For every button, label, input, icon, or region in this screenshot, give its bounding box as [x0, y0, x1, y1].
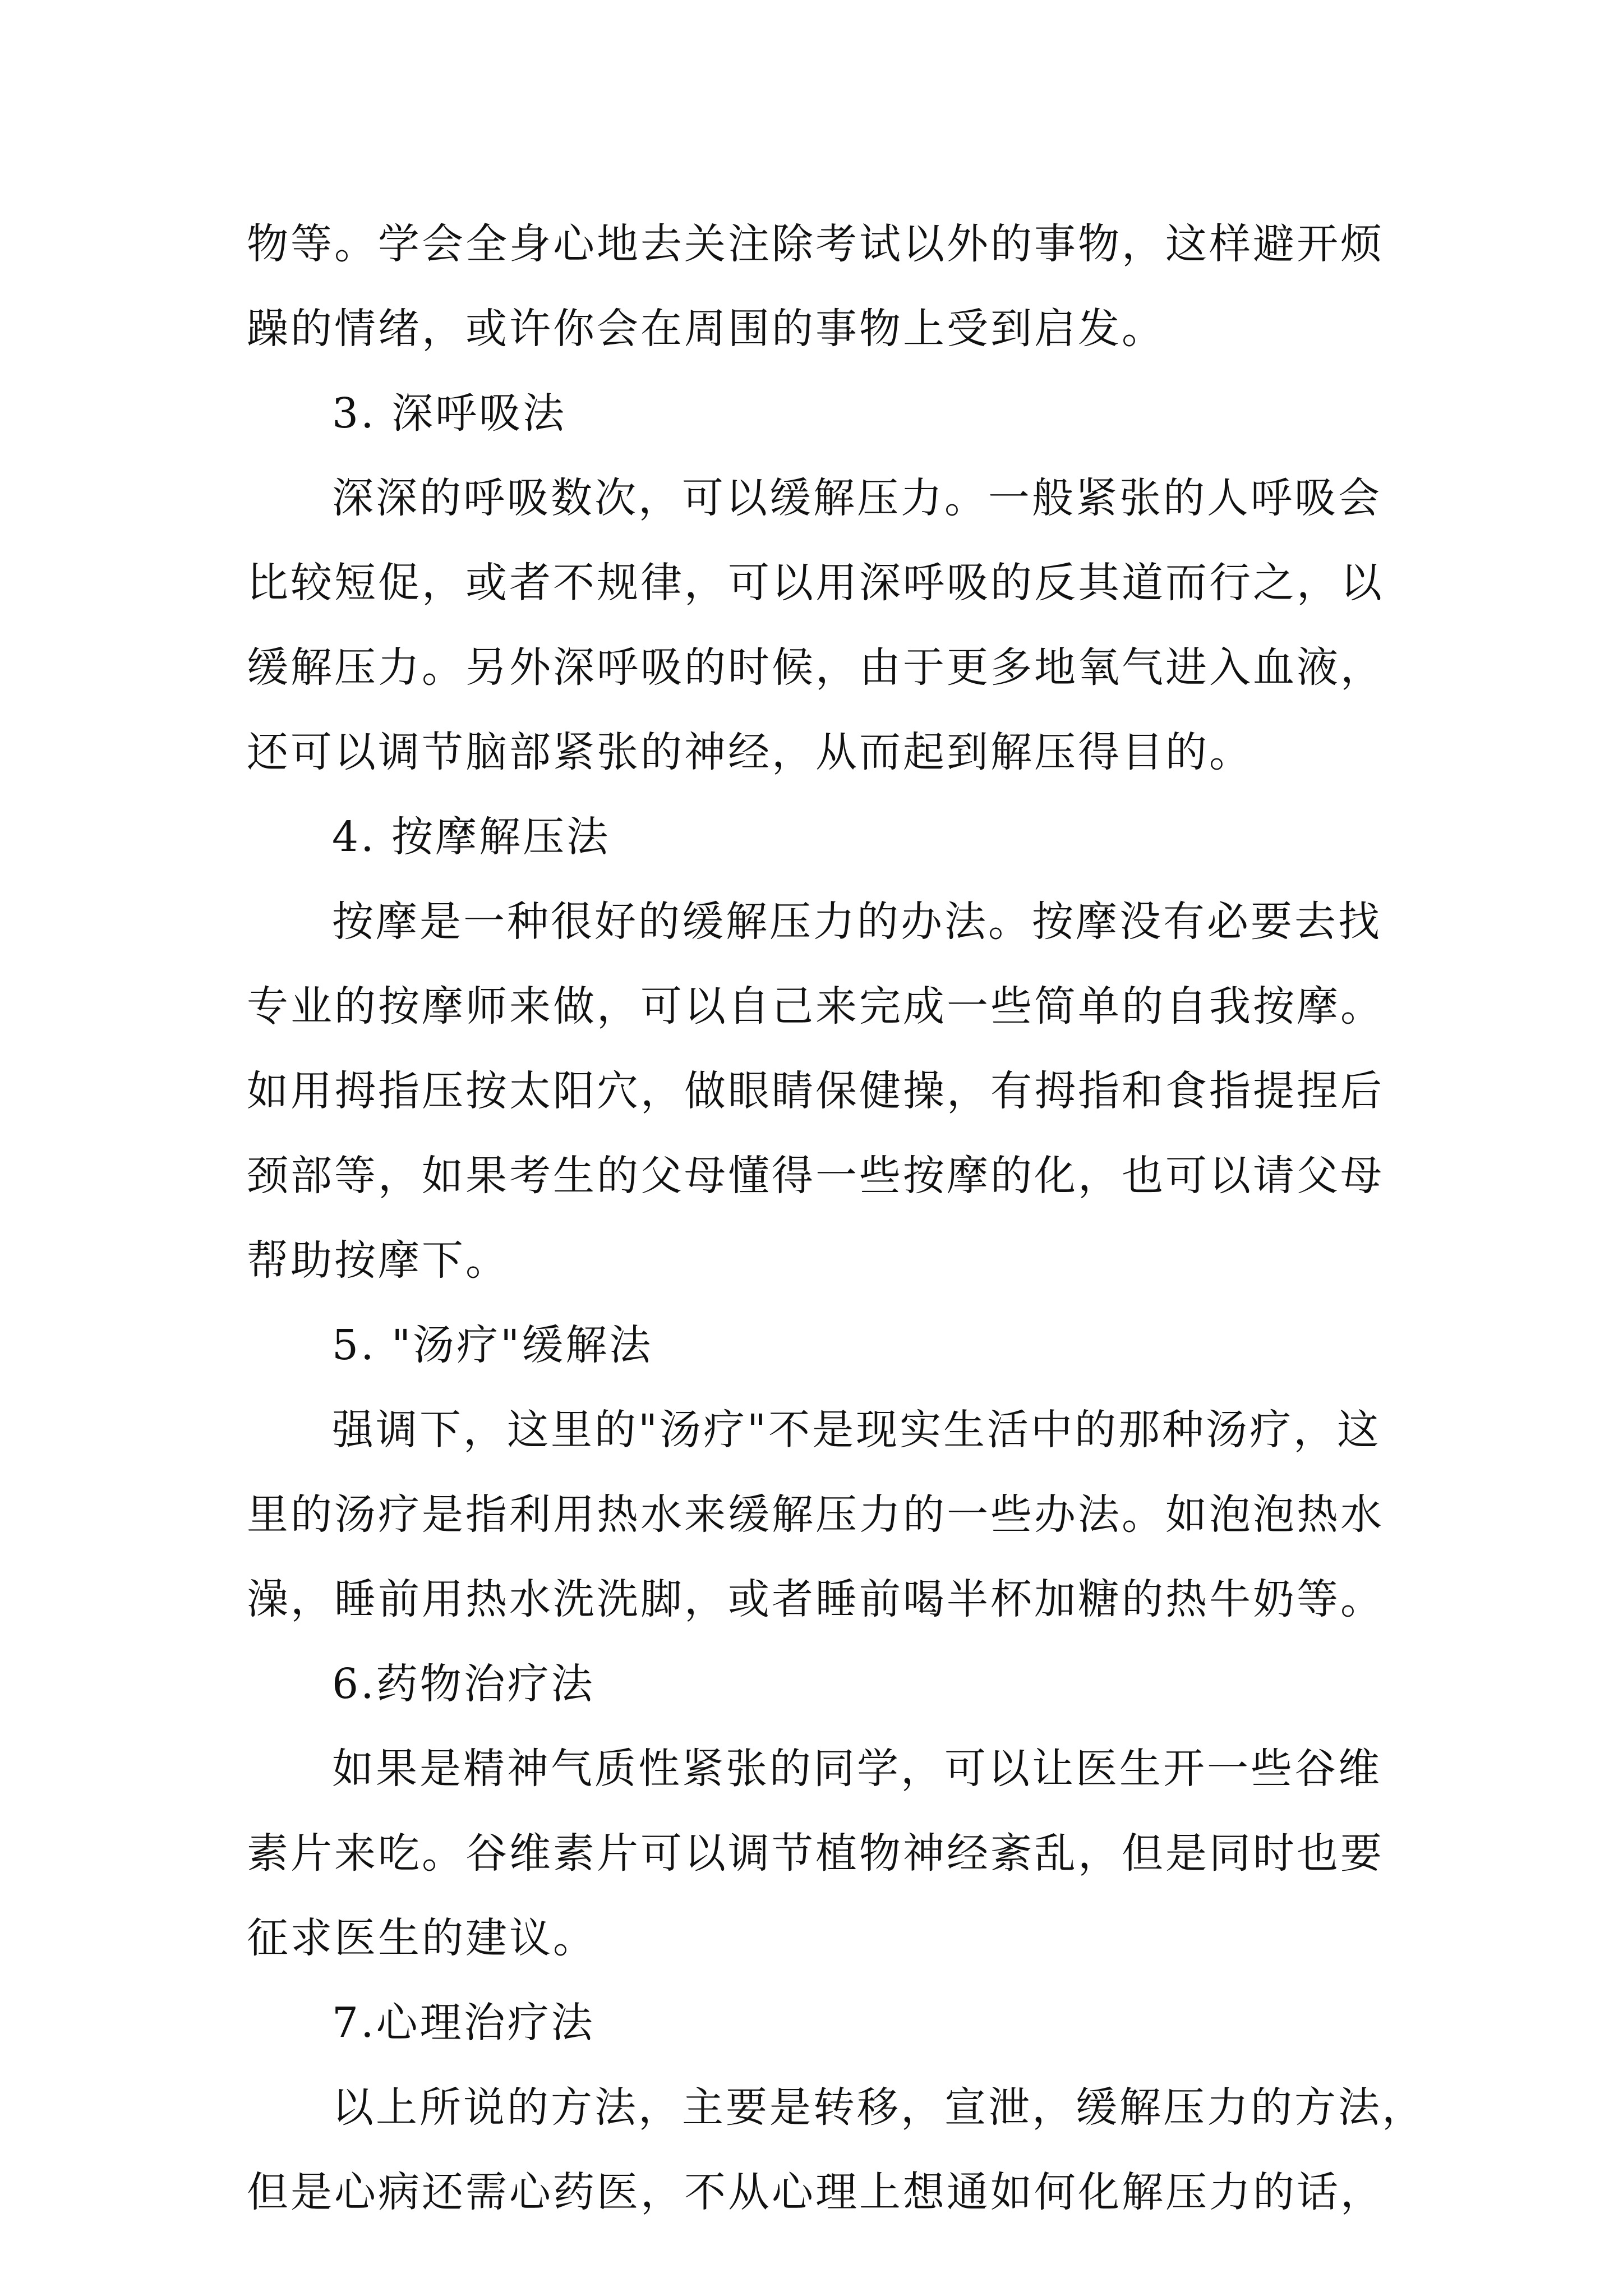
- text-line: 强调下，这里的"汤疗"不是现实生活中的那种汤疗，这: [332, 1406, 1381, 1454]
- section-heading: 3. 深呼吸法: [332, 389, 567, 438]
- text-line: 专业的按摩师来做，可以自己来完成一些简单的自我按摩。: [247, 982, 1384, 1030]
- text-line: 澡，睡前用热水洗洗脚，或者睡前喝半杯加糖的热牛奶等。: [247, 1575, 1384, 1623]
- text-line: 比较短促，或者不规律，可以用深呼吸的反其道而行之，以: [247, 559, 1384, 607]
- text-line: 躁的情绪，或许你会在周围的事物上受到启发。: [247, 305, 1165, 353]
- text-line: 如用拇指压按太阳穴，做眼睛保健操，有拇指和食指提捏后: [247, 1067, 1384, 1115]
- text-line: 以上所说的方法，主要是转移，宣泄，缓解压力的方法，: [332, 2083, 1426, 2132]
- document-body: [247, 202, 1426, 2235]
- text-line: 帮助按摩下。: [247, 1236, 509, 1285]
- text-line: 颈部等，如果考生的父母懂得一些按摩的化，也可以请父母: [247, 1152, 1384, 1200]
- section-heading: 6.药物治疗法: [332, 1660, 595, 1708]
- text-line: 还可以调节脑部紧张的神经，从而起到解压得目的。: [247, 728, 1253, 776]
- text-line: 里的汤疗是指利用热水来缓解压力的一些办法。如泡泡热水: [247, 1490, 1384, 1539]
- text-line: 但是心病还需心药医，不从心理上想通如何化解压力的话，: [247, 2168, 1384, 2216]
- section-heading: 5. "汤疗"缓解法: [332, 1321, 653, 1369]
- text-line: 缓解压力。另外深呼吸的时候，由于更多地氧气进入血液，: [247, 643, 1384, 692]
- text-line: 征求医生的建议。: [247, 1914, 597, 1962]
- text-line: 按摩是一种很好的缓解压力的办法。按摩没有必要去找: [332, 898, 1382, 946]
- text-line: 如果是精神气质性紧张的同学，可以让医生开一些谷维: [332, 1745, 1382, 1793]
- text-line: 深深的呼吸数次，可以缓解压力。一般紧张的人呼吸会: [332, 474, 1382, 522]
- section-heading: 4. 按摩解压法: [332, 813, 611, 861]
- section-heading: 7.心理治疗法: [332, 1999, 595, 2047]
- text-line: 素片来吃。谷维素片可以调节植物神经紊乱，但是同时也要: [247, 1829, 1384, 1878]
- text-line: 物等。学会全身心地去关注除考试以外的事物，这样避开烦: [247, 220, 1384, 268]
